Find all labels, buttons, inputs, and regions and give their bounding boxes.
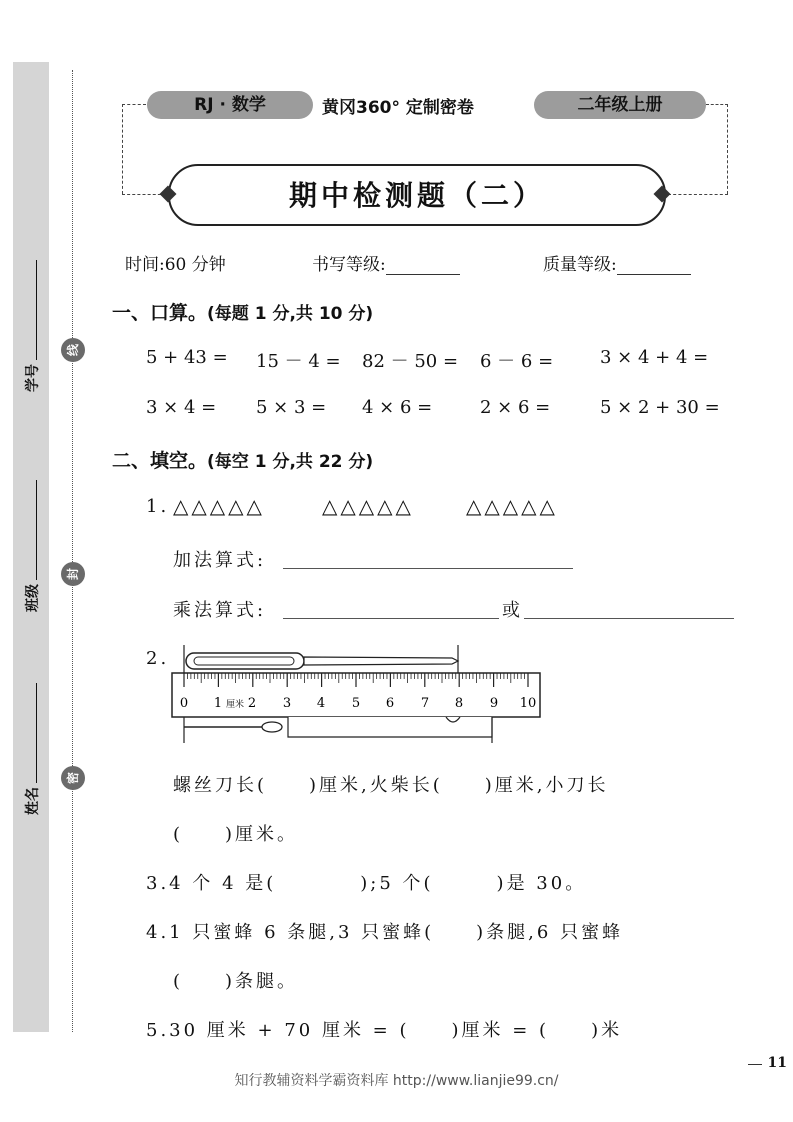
quality-grade-label: 质量等级: <box>543 255 617 275</box>
q2-text-line1: 螺丝刀长( )厘米,火柴长( )厘米,小刀长 <box>173 775 609 796</box>
ruler-label-10: 10 <box>519 696 537 711</box>
ruler-label-5: 5 <box>351 696 361 711</box>
seal-xian: 线 <box>61 338 85 362</box>
q4-text-line1: 4.1 只蜜蜂 6 条腿,3 只蜜蜂( )条腿,6 只蜜蜂 <box>146 922 624 943</box>
calc-2-3: 4 × 6 = <box>362 397 433 418</box>
triangle-group-2: △△△△△ <box>322 494 414 518</box>
q1-or: 或 <box>502 600 523 621</box>
triangle-group-1: △△△△△ <box>173 494 265 518</box>
section1-title: 一、口算。 <box>112 302 208 324</box>
page-number-rule <box>748 1064 762 1065</box>
q4-text-line2: ( )条腿。 <box>173 971 299 992</box>
q1-add-answer-line[interactable] <box>283 568 573 569</box>
page-number: 11 <box>767 1055 787 1071</box>
quality-grade-blank[interactable] <box>617 254 691 275</box>
class-field <box>22 480 42 612</box>
ruler-label-0: 0 <box>179 696 189 711</box>
section2-title: 二、填空。 <box>112 450 208 472</box>
calc-1-2: 15 － 4 = <box>256 351 341 372</box>
ruler-label-4: 4 <box>316 696 326 711</box>
name-label: 姓名 <box>25 787 41 815</box>
q2-text-line2: ( )厘米。 <box>173 824 299 845</box>
ruler-label-3: 3 <box>282 696 292 711</box>
calc-2-2: 5 × 3 = <box>256 397 327 418</box>
subject-badge: RJ · 数学 <box>147 91 313 119</box>
student-number-line[interactable] <box>36 260 37 360</box>
q1-mul-label: 乘法算式: <box>173 600 267 621</box>
writing-grade-blank[interactable] <box>386 254 460 275</box>
ruler-label-8: 8 <box>454 696 464 711</box>
ruler-label-7: 7 <box>420 696 430 711</box>
screwdriver-icon <box>184 645 458 675</box>
binding-dotted-line <box>72 70 73 1032</box>
ruler-label-6: 6 <box>385 696 395 711</box>
q1-mul-answer-line-1[interactable] <box>283 618 499 619</box>
writing-grade-label: 书写等级: <box>312 255 386 275</box>
triangle-group-3: △△△△△ <box>466 494 558 518</box>
ruler-label-2: 2 <box>247 696 257 711</box>
calc-2-5: 5 × 2 + 30 = <box>600 397 720 418</box>
page-title: 期中检测题（二） <box>288 179 545 212</box>
class-line[interactable] <box>36 480 37 580</box>
name-field <box>22 683 42 815</box>
calc-2-1: 3 × 4 = <box>146 397 217 418</box>
seal-mi: 密 <box>61 766 85 790</box>
name-line[interactable] <box>36 683 37 783</box>
ruler-unit: 厘米 <box>225 700 245 710</box>
student-number-label: 学号 <box>25 364 41 392</box>
calc-1-3: 82 － 50 = <box>362 351 459 372</box>
ruler-label-1: 1 <box>213 696 223 711</box>
section2-heading <box>112 446 373 473</box>
calc-1-5: 3 × 4 + 4 = <box>600 347 709 368</box>
section2-note: (每空 1 分,共 22 分) <box>207 452 374 472</box>
q1-mul-answer-line-2[interactable] <box>524 618 734 619</box>
calc-1-4: 6 － 6 = <box>480 351 554 372</box>
quality-grade <box>543 250 691 275</box>
ruler-label-9: 9 <box>489 696 499 711</box>
calc-1-1: 5 + 43 = <box>146 347 228 368</box>
q1-number: 1. <box>146 496 170 517</box>
section1-note: (每题 1 分,共 10 分) <box>207 304 374 324</box>
ruler-figure <box>160 643 550 743</box>
grade-badge: 二年级上册 <box>534 91 706 119</box>
q1-add-label: 加法算式: <box>173 550 267 571</box>
seal-feng: 封 <box>61 562 85 586</box>
knife-icon <box>288 717 492 743</box>
footer-watermark: 知行教辅资料学霸资料库 http://www.lianjie99.cn/ <box>234 1073 559 1089</box>
student-number-field <box>22 260 42 392</box>
q2-number: 2. <box>146 648 170 669</box>
time-limit: 时间:60 分钟 <box>125 255 226 275</box>
section1-heading <box>112 298 373 325</box>
header-dash-right-h <box>706 104 728 105</box>
writing-grade <box>312 250 460 275</box>
header-dash-left-h <box>122 104 146 105</box>
title-banner <box>168 164 666 226</box>
q5-text: 5.30 厘米 + 70 厘米 = ( )厘米 = ( )米 <box>146 1020 623 1041</box>
header-dash-left-v <box>122 104 123 194</box>
header-dash-right-v <box>727 104 728 194</box>
header-dash-right-b <box>668 194 728 195</box>
class-label: 班级 <box>25 584 41 612</box>
q3-text: 3.4 个 4 是( );5 个( )是 30。 <box>146 873 587 894</box>
calc-2-4: 2 × 6 = <box>480 397 551 418</box>
series-name: 黄冈360° 定制密卷 <box>322 98 474 118</box>
match-icon <box>184 717 282 743</box>
